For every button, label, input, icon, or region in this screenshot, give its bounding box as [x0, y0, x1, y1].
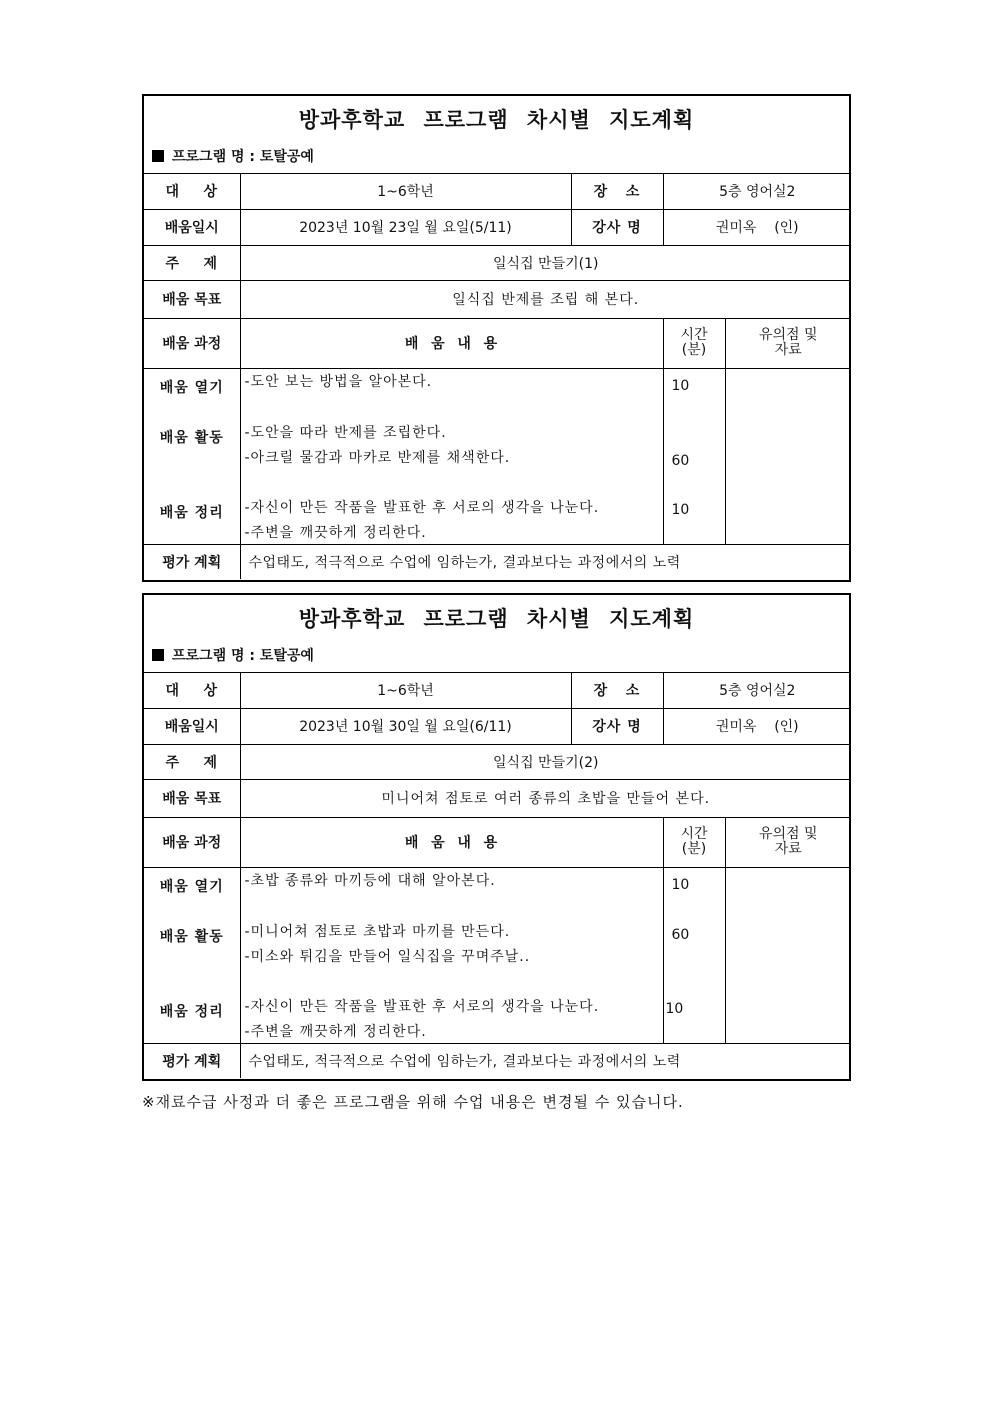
plan-table: [144, 673, 851, 1078]
plan-header: [144, 96, 849, 174]
goal-label: 배움 목표: [144, 280, 240, 318]
content-label: 배 움 내 용: [240, 817, 663, 867]
target-label: 대 상: [144, 673, 240, 708]
topic-label: 주 제: [144, 744, 240, 779]
place-label: 장 소: [571, 673, 663, 708]
program-name-text: 프로그램 명 : 토탈공예: [172, 149, 314, 165]
time-label-1: 시간: [680, 826, 708, 842]
eval-label: 평가 계획: [144, 544, 240, 579]
teacher-label: 강사 명: [571, 708, 663, 744]
program-name-text: 프로그램 명 : 토탈공예: [172, 648, 314, 664]
notes-label-1: 유의점 및: [758, 327, 818, 343]
goal-label: 배움 목표: [144, 779, 240, 817]
content-line: -주변을 깨끗하게 정리한다.: [244, 1023, 427, 1040]
notes-cell: [725, 867, 851, 1043]
notes-label: [725, 318, 851, 368]
notes-label-1: 유의점 및: [758, 826, 818, 842]
content-cell: [240, 867, 663, 1043]
stage-activity: 배움 활동: [159, 928, 224, 945]
topic-value: 일식집 만들기(2): [240, 744, 851, 779]
time-value: 60: [671, 926, 690, 943]
teacher-value: 권미옥 (인): [663, 209, 851, 245]
topic-label: 주 제: [144, 245, 240, 280]
notes-label-2: 자료: [774, 342, 802, 358]
content-line: -미니어쳐 점토로 초밥과 마끼를 만든다.: [244, 923, 511, 940]
plan-title: 방과후학교 프로그램 차시별 지도계획: [298, 107, 695, 132]
process-label: 배움 과정: [144, 817, 240, 867]
lesson-plan-1: [142, 94, 851, 582]
place-value: 5층 영어실2: [663, 673, 851, 708]
stage-open: 배움 열기: [159, 878, 224, 895]
content-line: -도안 보는 방법을 알아본다.: [244, 373, 433, 390]
time-label-1: 시간: [680, 327, 708, 343]
notes-label: [725, 817, 851, 867]
plan-title: 방과후학교 프로그램 차시별 지도계획: [298, 606, 695, 631]
time-value: 10: [671, 876, 690, 893]
eval-value: 수업태도, 적극적으로 수업에 임하는가, 결과보다는 과정에서의 노력: [240, 544, 851, 579]
date-value: 2023년 10월 23일 월 요일(5/11): [240, 209, 571, 245]
teacher-value: 권미옥 (인): [663, 708, 851, 744]
topic-value: 일식집 만들기(1): [240, 245, 851, 280]
stages-cell: [144, 368, 240, 544]
content-label: 배 움 내 용: [240, 318, 663, 368]
stage-activity: 배움 활동: [159, 429, 224, 446]
content-line: -아크릴 물감과 마카로 반제를 채색한다.: [244, 449, 511, 466]
target-value: 1~6학년: [240, 174, 571, 209]
square-bullet-icon: [152, 150, 164, 162]
program-name: [152, 645, 314, 665]
place-value: 5층 영어실2: [663, 174, 851, 209]
time-label-2: (분): [681, 841, 707, 857]
eval-value: 수업태도, 적극적으로 수업에 임하는가, 결과보다는 과정에서의 노력: [240, 1043, 851, 1078]
time-value: 10: [665, 1000, 684, 1017]
goal-value: 미니어쳐 점토로 여러 종류의 초밥을 만들어 본다.: [240, 779, 851, 817]
lesson-plan-2: [142, 593, 851, 1081]
notes-cell: [725, 368, 851, 544]
time-label: [663, 817, 725, 867]
content-line: -초밥 종류와 마끼등에 대해 알아본다.: [244, 872, 496, 889]
place-label: 장 소: [571, 174, 663, 209]
time-label: [663, 318, 725, 368]
content-line: -주변을 깨끗하게 정리한다.: [244, 524, 427, 541]
target-label: 대 상: [144, 174, 240, 209]
stage-close: 배움 정리: [159, 1003, 224, 1020]
footnote: ※재료수급 사정과 더 좋은 프로그램을 위해 수업 내용은 변경될 수 있습니다.: [142, 1093, 684, 1111]
notes-label-2: 자료: [774, 841, 802, 857]
stage-open: 배움 열기: [159, 379, 224, 396]
square-bullet-icon: [152, 649, 164, 661]
goal-value: 일식집 반제를 조립 해 본다.: [240, 280, 851, 318]
process-label: 배움 과정: [144, 318, 240, 368]
time-cell: [663, 368, 725, 544]
teacher-label: 강사 명: [571, 209, 663, 245]
time-cell: [663, 867, 725, 1043]
stage-close: 배움 정리: [159, 504, 224, 521]
program-name: [152, 146, 314, 166]
target-value: 1~6학년: [240, 673, 571, 708]
content-line: -미소와 튀김을 만들어 일식집을 꾸며주날..: [244, 948, 531, 965]
time-value: 10: [671, 501, 690, 518]
content-line: -도안을 따라 반제를 조립한다.: [244, 424, 447, 441]
plan-table: [144, 174, 851, 579]
content-line: -자신이 만든 작품을 발표한 후 서로의 생각을 나눈다.: [244, 998, 600, 1015]
stages-cell: [144, 867, 240, 1043]
date-label: 배움일시: [144, 209, 240, 245]
content-cell: [240, 368, 663, 544]
time-value: 60: [671, 452, 690, 469]
content-line: -자신이 만든 작품을 발표한 후 서로의 생각을 나눈다.: [244, 499, 600, 516]
time-label-2: (분): [681, 342, 707, 358]
time-value: 10: [671, 377, 690, 394]
plan-header: [144, 595, 849, 673]
eval-label: 평가 계획: [144, 1043, 240, 1078]
date-value: 2023년 10월 30일 월 요일(6/11): [240, 708, 571, 744]
date-label: 배움일시: [144, 708, 240, 744]
